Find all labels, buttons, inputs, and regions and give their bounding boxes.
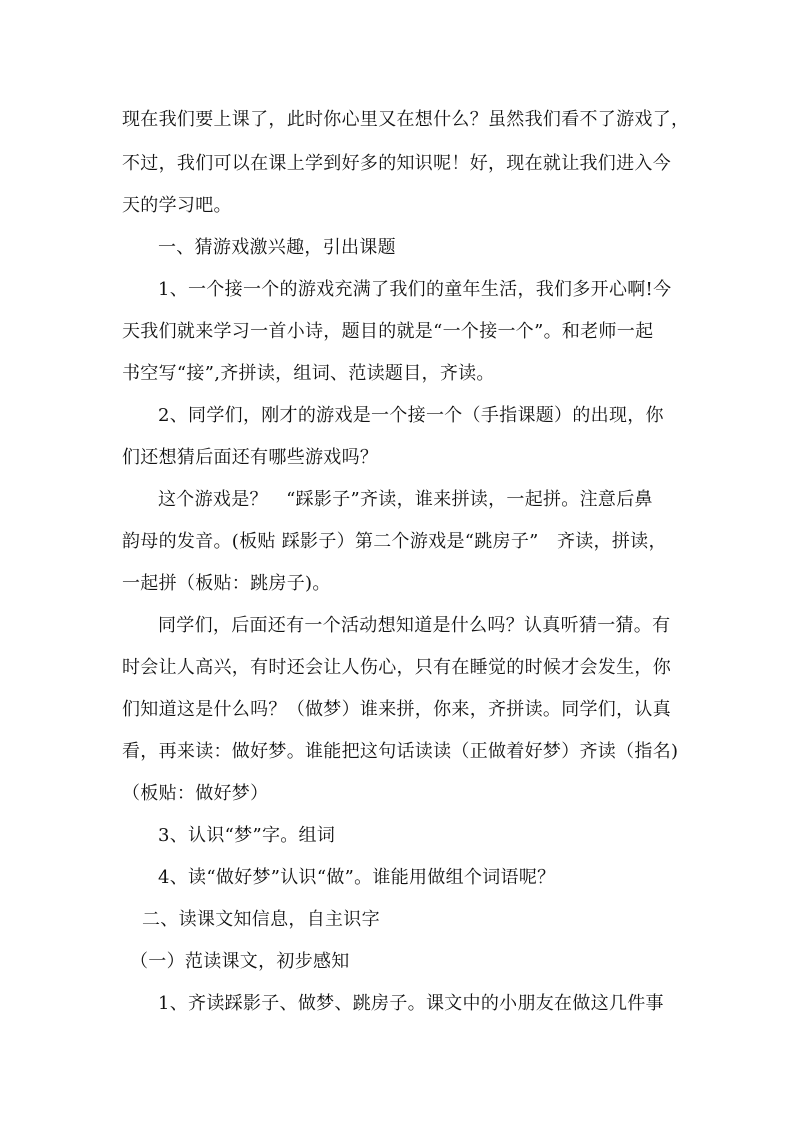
paragraph-line: 1、齐读踩影子、做梦、跳房子。课文中的小朋友在做这几件事 [158, 993, 664, 1014]
paragraph-line: 书空写“接”,齐拼读，组词、范读题目，齐读。 [122, 363, 495, 384]
paragraph-line: 1、一个接一个的游戏充满了我们的童年生活，我们多开心啊!今 [158, 279, 672, 300]
paragraph-line: 3、认识“梦”字。组词 [158, 825, 336, 846]
paragraph-line: 现在我们要上课了，此时你心里又在想什么？虽然我们看不了游戏了， [122, 109, 690, 130]
paragraph-line: 同学们，后面还有一个活动想知道是什么吗？认真听猜一猜。有 [158, 615, 671, 636]
subsection-heading: （一）范读课文，初步感知 [130, 951, 350, 972]
paragraph-line: 看，再来读：做好梦。谁能把这句话读读（正做着好梦）齐读（指名) [122, 741, 679, 762]
paragraph-line: 这个游戏是？ “踩影子”齐读，谁来拼读，一起拼。注意后鼻 [158, 489, 653, 510]
paragraph-line: 们知道这是什么吗？（做梦）谁来拼，你来，齐拼读。同学们，认真 [122, 699, 671, 720]
paragraph-line: （板贴：做好梦） [122, 783, 269, 804]
paragraph-line: 天我们就来学习一首小诗，题目的就是“一个接一个”。和老师一起 [122, 321, 654, 342]
paragraph-line: 天的学习吧。 [122, 195, 232, 216]
paragraph-line: 一起拼（板贴：跳房子)。 [122, 573, 331, 594]
paragraph-line: 韵母的发音。(板贴 踩影子）第二个游戏是“跳房子” 齐读，拼读， [122, 531, 667, 552]
paragraph-line: 们还想猜后面还有哪些游戏吗？ [122, 447, 379, 468]
paragraph-line: 时会让人高兴，有时还会让人伤心，只有在睡觉的时候才会发生，你 [122, 657, 671, 678]
section-heading: 二、读课文知信息，自主识字 [142, 909, 380, 930]
paragraph-line: 不过，我们可以在课上学到好多的知识呢！好，现在就让我们进入今 [122, 153, 671, 174]
paragraph-line: 2、同学们，刚才的游戏是一个接一个（手指课题）的出现，你 [158, 405, 664, 426]
section-heading: 一、猜游戏激兴趣，引出课题 [158, 237, 396, 258]
paragraph-line: 4、读“做好梦”认识“做”。谁能用做组个词语呢？ [158, 867, 556, 888]
